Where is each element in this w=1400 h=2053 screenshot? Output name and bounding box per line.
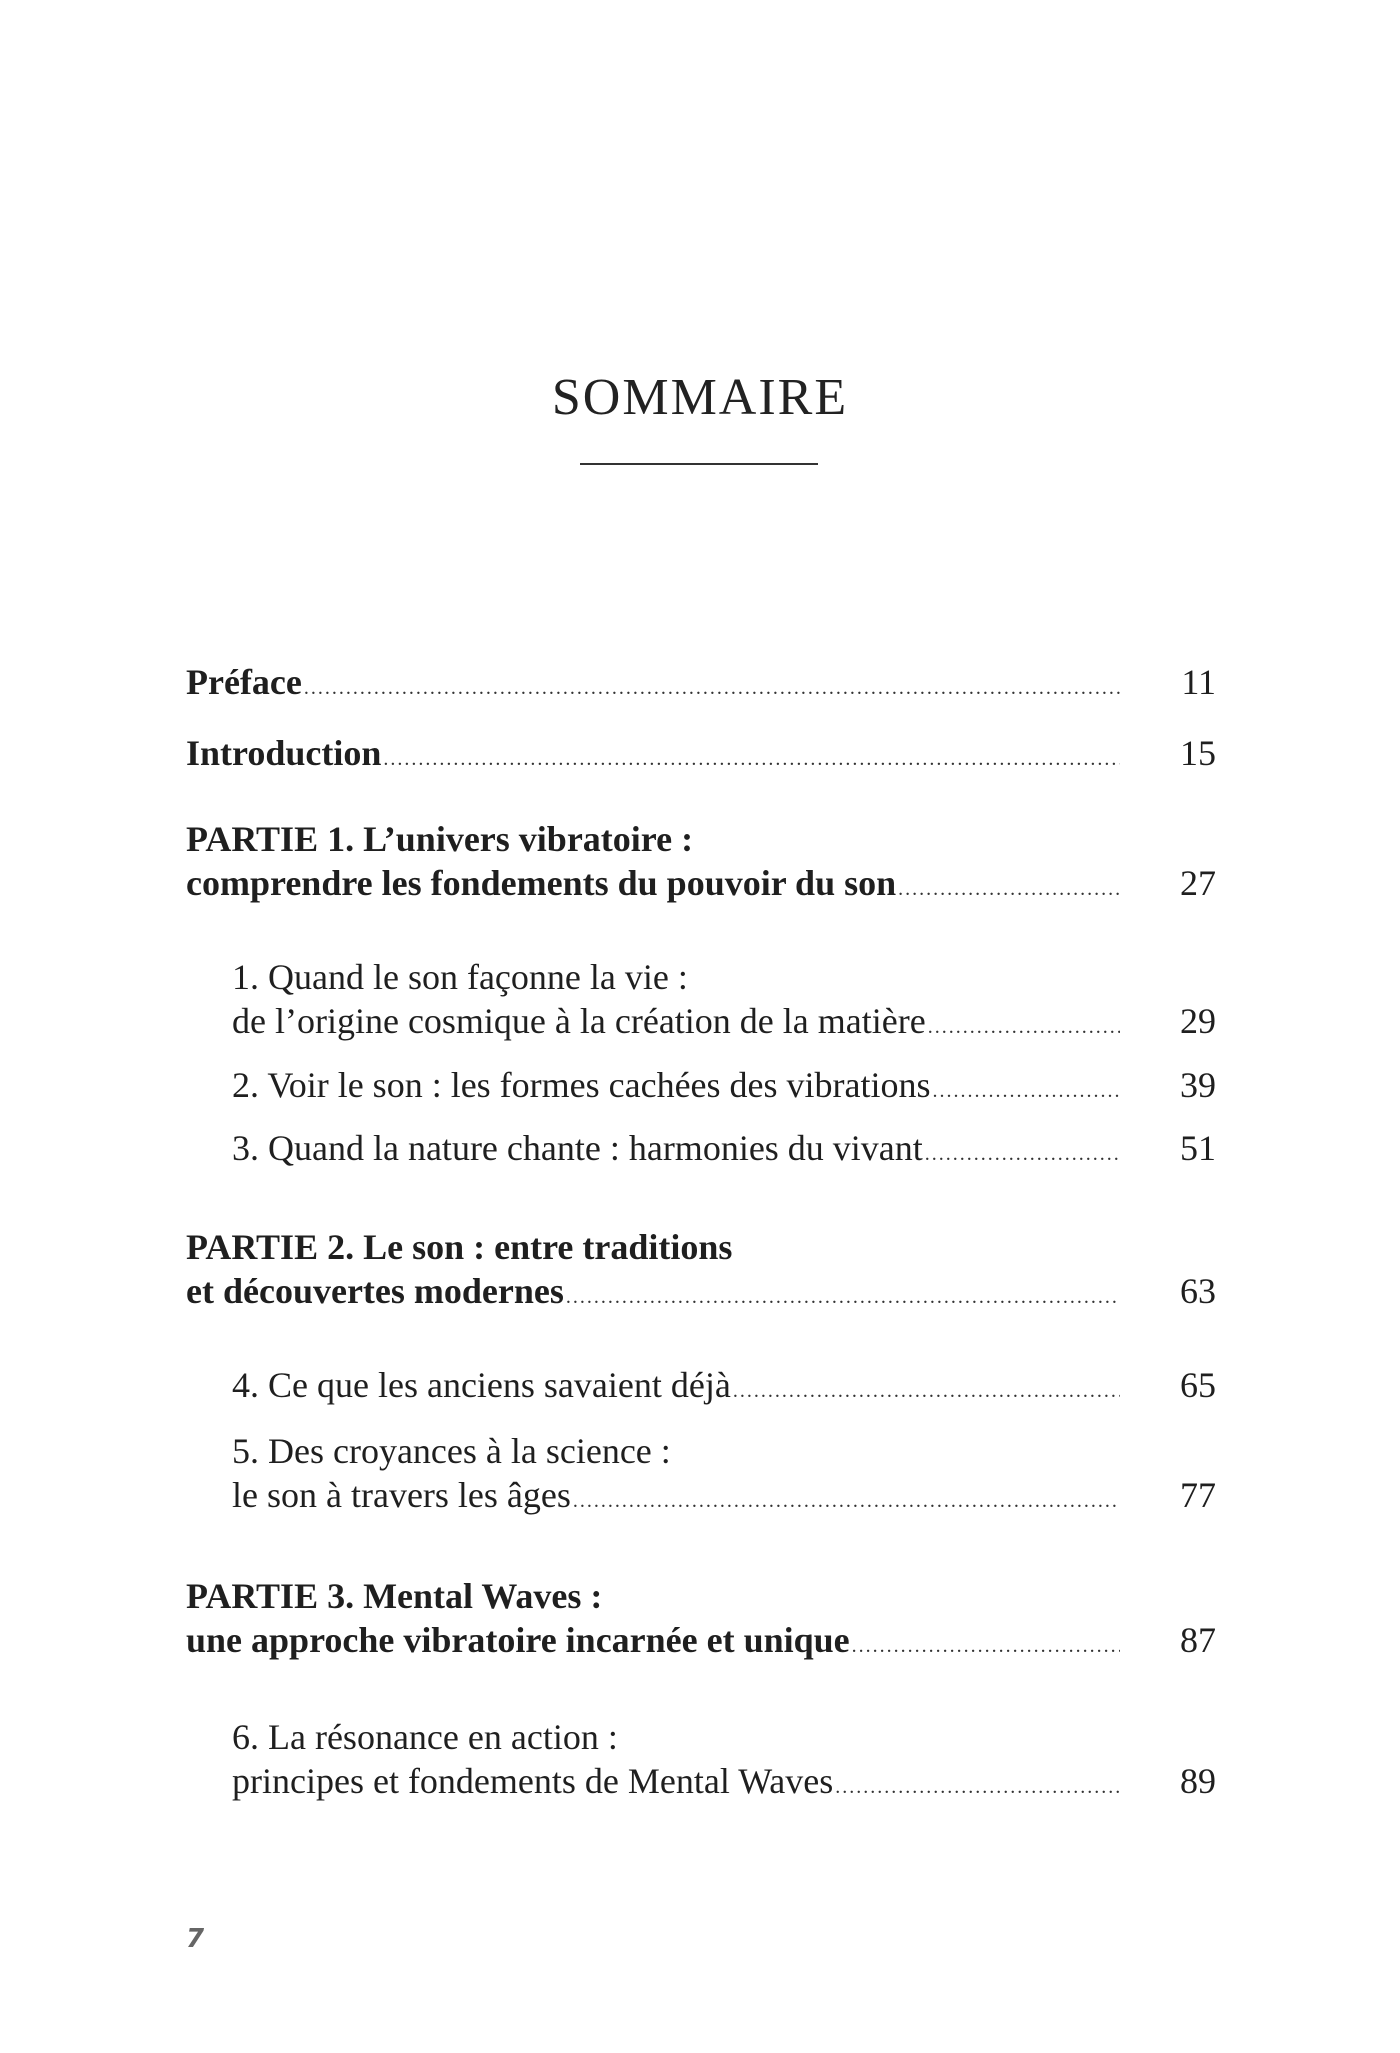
toc-entry-title: 2. Voir le son : les formes cachées des vibrations [232,1065,931,1105]
toc-page-number: 65 [1180,1365,1216,1405]
dot-leader [933,1069,1120,1113]
toc-entry-partie-3[interactable] [186,1574,1216,1668]
toc-entry-title-line-2: le son à travers les âges [232,1475,571,1515]
toc-entry-title-line-1: PARTIE 1. L’univers vibratoire : [186,819,694,859]
dot-leader [566,1275,1120,1319]
toc-entry-partie-1[interactable] [186,817,1216,911]
toc-entry-chapter-1[interactable] [232,955,1216,1049]
toc-page-number: 51 [1180,1128,1216,1168]
toc-entry-title-line-2: de l’origine cosmique à la création de la matière [232,1001,926,1041]
toc-entry-chapter-3[interactable] [232,1126,1216,1176]
dot-leader [383,737,1120,781]
dot-leader [852,1624,1120,1668]
toc-entry-chapter-2[interactable] [232,1063,1216,1113]
dot-leader [733,1369,1120,1413]
toc-page-number: 77 [1180,1475,1216,1515]
toc-entry-title-line-1: 5. Des croyances à la science : [232,1431,671,1471]
toc-entry-chapter-4[interactable] [232,1363,1216,1413]
page-title: SOMMAIRE [551,369,849,426]
dot-leader [925,1132,1120,1176]
dot-leader [304,666,1120,710]
dot-leader [898,867,1120,911]
toc-entry-title: 3. Quand la nature chante : harmonies du vivant [232,1128,923,1168]
toc-entry-title: 4. Ce que les anciens savaient déjà [232,1365,731,1405]
toc-page-number: 15 [1180,733,1216,773]
title-underline-divider [580,463,818,465]
toc-entry-partie-2[interactable] [186,1225,1216,1319]
toc-page-number: 63 [1180,1271,1216,1311]
toc-page-number: 89 [1180,1761,1216,1801]
toc-page-number: 27 [1180,863,1216,903]
toc-entry-chapter-6[interactable] [232,1715,1216,1809]
page-number-folio: 7 [186,1924,205,1954]
dot-leader [835,1765,1120,1809]
toc-page-number: 29 [1180,1001,1216,1041]
toc-page-number: 87 [1180,1620,1216,1660]
toc-entry-title-line-1: 1. Quand le son façonne la vie : [232,957,688,997]
dot-leader [573,1479,1120,1523]
dot-leader [928,1005,1120,1049]
toc-entry-title: Introduction [186,733,382,773]
toc-entry-title: Préface [186,662,302,702]
toc-page-number: 11 [1181,662,1216,702]
toc-page-number: 39 [1180,1065,1216,1105]
toc-entry-title-line-1: PARTIE 2. Le son : entre traditions [186,1227,733,1267]
toc-entry-chapter-5[interactable] [232,1429,1216,1523]
toc-entry-title-line-2: principes et fondements de Mental Waves [232,1761,834,1801]
toc-entry-preface[interactable] [186,660,1216,710]
toc-entry-title-line-2: comprendre les fondements du pouvoir du son [186,863,897,903]
toc-entry-introduction[interactable] [186,731,1216,781]
toc-entry-title-line-1: PARTIE 3. Mental Waves : [186,1576,603,1616]
toc-entry-title-line-2: et découvertes modernes [186,1271,564,1311]
toc-entry-title-line-2: une approche vibratoire incarnée et unique [186,1620,850,1660]
toc-entry-title-line-1: 6. La résonance en action : [232,1717,618,1757]
